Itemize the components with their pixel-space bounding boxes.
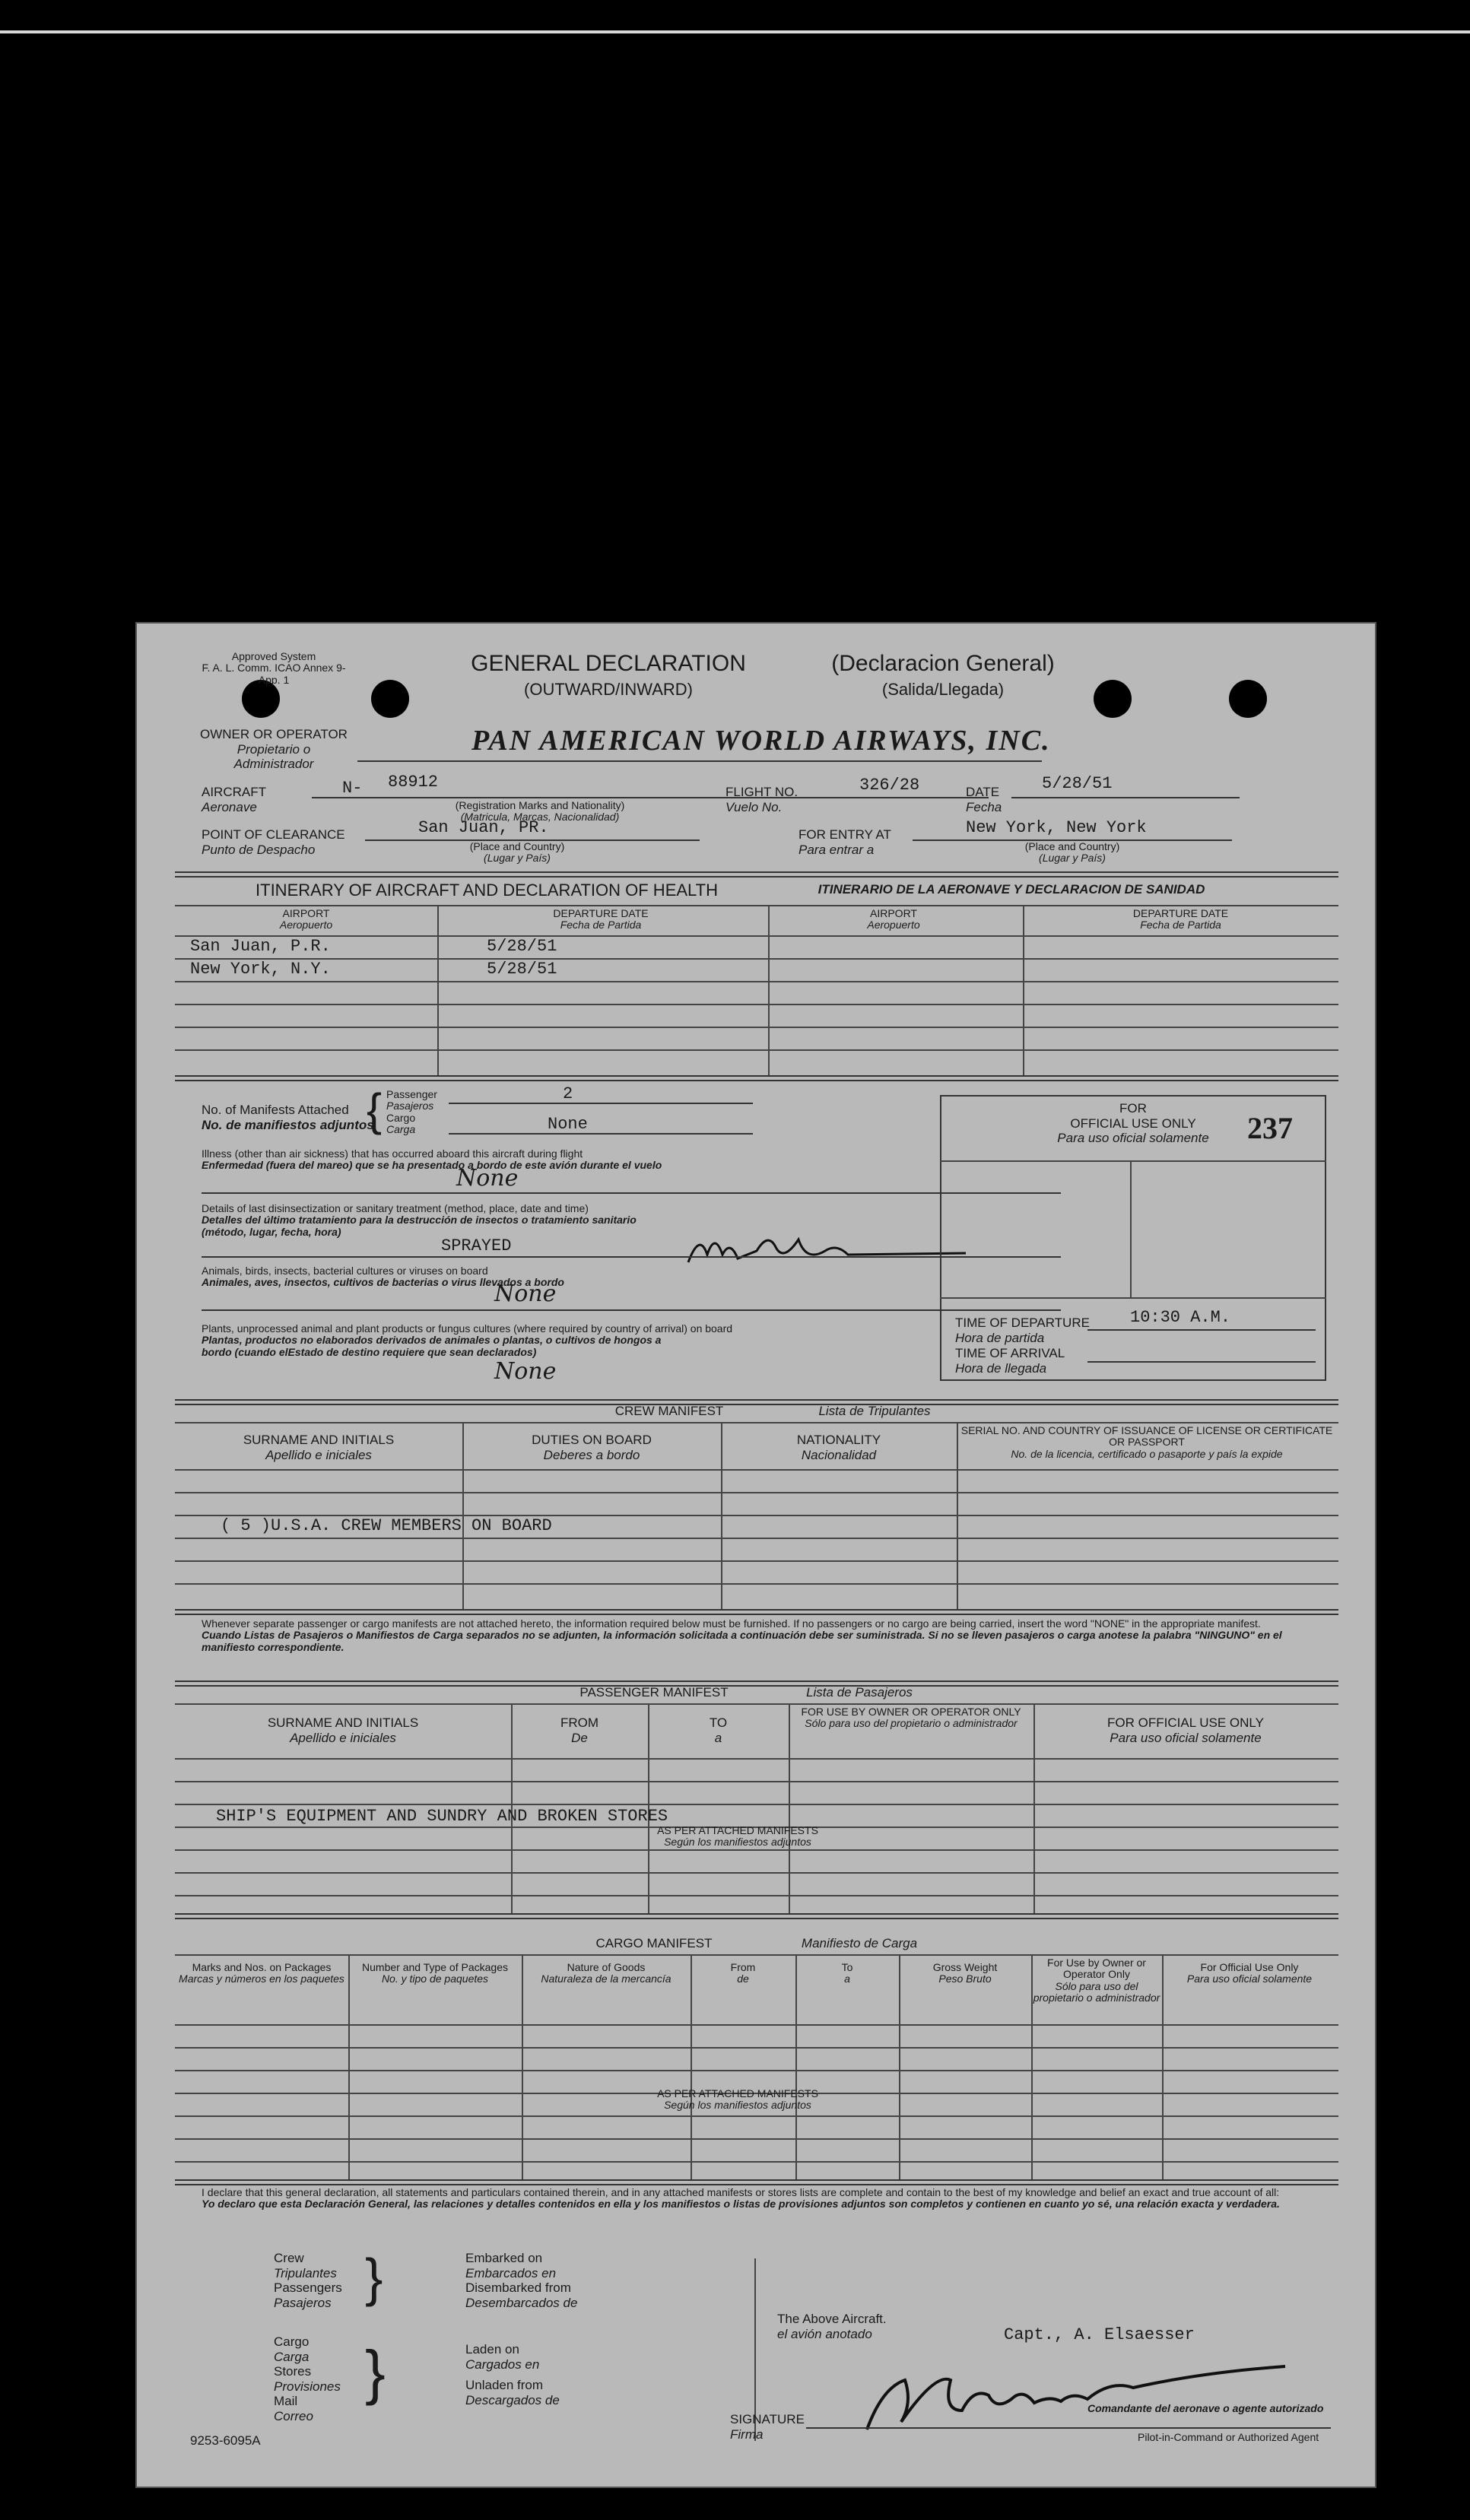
signer-role: Pilot-in-Command or Authorized Agent: [1138, 2431, 1319, 2443]
official-number: 237: [1247, 1111, 1293, 1145]
cargo-col: Marks and Nos. on Packages Marcas y números en los paquetes: [179, 1961, 344, 1985]
itinerary-col-departure-2: DEPARTURE DATE Fecha de Partida: [1132, 907, 1229, 932]
departure-time-value: 10:30 A.M.: [1130, 1308, 1231, 1327]
declaration-text: I declare that this general declaration, all statements and particulars contained therein, and in any attached manifests or stores lists are complete and contain to the best of my knowledge and belief an exact and true account of all: Yo declaro que esta Declaración General, las relaciones y detalles contenidos en ella y los manifiestos o listas de provisiones adjuntos son completos y contienen en cuanto yo sé, una relación exacta y verdadera.: [202, 2186, 1280, 2211]
captain-name: Capt., A. Elsaesser: [1004, 2325, 1195, 2344]
passenger-attached-note: AS PER ATTACHED MANIFESTS Según los manifiestos adjuntos: [657, 1824, 818, 1849]
brace-icon: }: [365, 2248, 383, 2307]
aircraft-prefix: N-: [342, 779, 363, 798]
crew-entry: ( 5 )U.S.A. CREW MEMBERS ON BOARD: [221, 1516, 552, 1535]
owner-value: PAN AMERICAN WORLD AIRWAYS, INC.: [471, 725, 1051, 757]
aircraft-label: AIRCRAFT Aeronave: [202, 785, 266, 814]
cargo-manifest-title: CARGO MANIFEST: [595, 1936, 713, 1950]
crew-col-nationality: NATIONALITY Nacionalidad: [796, 1433, 881, 1462]
plants-label: Plants, unprocessed animal and plant products or fungus cultures (where required by country of arrival) on board Plantas, productos no elaborados derivados de animales o plantas, o cultivos de hongos a bordo (cuando elEstado de destino requiere que sean declarados): [202, 1322, 733, 1358]
form-number: 9253-6095A: [190, 2433, 261, 2448]
punch-hole: [371, 680, 409, 718]
aircraft-value: 88912: [388, 773, 439, 792]
cargo-col: Nature of Goods Naturaleza de la mercancía: [541, 1961, 672, 1985]
signature-label: SIGNATURE Firma: [730, 2412, 805, 2442]
itinerary-date: 5/28/51: [487, 937, 557, 956]
illness-label: Illness (other than air sickness) that has occurred aboard this aircraft during flight Enfermedad (fuera del mareo) que se ha presentado a bordo de este avión durante el vuelo: [202, 1147, 662, 1172]
plants-value: None: [494, 1358, 557, 1385]
arrival-time-label: TIME OF ARRIVAL Hora de llegada: [955, 1346, 1065, 1376]
crew-col-duties: DUTIES ON BOARD Deberes a bordo: [532, 1433, 652, 1462]
crew-col-surname: SURNAME AND INITIALS Apellido e iniciales: [243, 1433, 395, 1462]
passenger-col-owner: FOR USE BY OWNER OR OPERATOR ONLY Sólo para uso del propietario o administrador: [801, 1706, 1021, 1730]
passenger-col-from: FROM De: [560, 1715, 599, 1745]
disinsect-value: SPRAYED: [441, 1236, 512, 1255]
cargo-stores-labels: Cargo Carga Stores Provisiones Mail Correo: [274, 2334, 341, 2423]
departure-time-label: TIME OF DEPARTURE Hora de partida: [955, 1316, 1090, 1345]
disinsect-label: Details of last disinsectization or sanitary treatment (method, place, date and time) Detalles del último tratamiento para la destrucción de insectos o tratamiento sanitario (método, lugar, fecha, hora): [202, 1202, 637, 1238]
punch-hole: [1094, 680, 1132, 718]
itinerary-col-airport-2: AIRPORT Aeropuerto: [867, 907, 920, 932]
embark-labels: Embarked on Embarcados en Disembarked from Desembarcados de: [465, 2251, 578, 2310]
cargo-col: Number and Type of Packages No. y tipo de paquetes: [362, 1961, 508, 1985]
passenger-col-official: FOR OFFICIAL USE ONLY Para uso oficial solamente: [1107, 1715, 1264, 1745]
entry-value: New York, New York: [966, 818, 1147, 837]
above-aircraft-label: The Above Aircraft. el avión anotado: [777, 2312, 887, 2341]
itinerary-airport: New York, N.Y.: [190, 960, 331, 979]
owner-label: OWNER OR OPERATOR Propietario o Administrador: [200, 727, 348, 772]
passenger-manifest-title-es: Lista de Pasajeros: [806, 1685, 913, 1700]
form-title-es: (Declaracion General): [831, 651, 1055, 676]
passenger-entry: SHIP'S EQUIPMENT AND SUNDRY AND BROKEN STORES: [216, 1807, 668, 1826]
flight-label: FLIGHT NO. Vuelo No.: [725, 785, 798, 814]
illness-value: None: [456, 1165, 519, 1192]
itinerary-date: 5/28/51: [487, 960, 557, 979]
form-subtitle-es: (Salida/Llegada): [881, 680, 1005, 699]
clearance-label: POINT OF CLEARANCE Punto de Despacho: [202, 827, 345, 857]
crew-col-serial: SERIAL NO. AND COUNTRY OF ISSUANCE OF LICENSE OR CERTIFICATE OR PASSPORT No. de la licencia, certificado o pasaporte y país la expide: [960, 1424, 1333, 1460]
crew-passengers-labels: Crew Tripulantes Passengers Pasajeros: [274, 2251, 342, 2310]
itinerary-airport: San Juan, P.R.: [190, 937, 331, 956]
cargo-attached-note: AS PER ATTACHED MANIFESTS Según los manifiestos adjuntos: [657, 2087, 818, 2112]
form-subtitle: (OUTWARD/INWARD): [524, 680, 693, 699]
cargo-col: Gross Weight Peso Bruto: [932, 1961, 998, 1985]
entry-label: FOR ENTRY AT Para entrar a: [798, 827, 891, 857]
passenger-manifest-title: PASSENGER MANIFEST: [579, 1685, 729, 1700]
signer-role-es: Comandante del aeronave o agente autorizado: [1087, 2402, 1324, 2414]
clearance-note: (Place and Country) (Lugar y País): [469, 840, 565, 865]
animals-label: Animals, birds, insects, bacterial cultures or viruses on board Animales, aves, insectos, cultivos de bacterias o virus llevados a bordo: [202, 1265, 564, 1289]
manifests-label: No. of Manifests Attached No. de manifiestos adjuntos: [202, 1103, 374, 1132]
flight-value: 326/28: [859, 776, 920, 795]
cargo-col: From de: [730, 1961, 756, 1985]
form-title: GENERAL DECLARATION: [471, 651, 746, 676]
punch-hole: [1229, 680, 1267, 718]
passenger-col-to: TO a: [709, 1715, 728, 1745]
itinerary-col-airport-1: AIRPORT Aeropuerto: [279, 907, 333, 932]
laden-labels: Laden on Cargados en Unladen from Descargados de: [465, 2342, 560, 2407]
animals-value: None: [494, 1281, 557, 1307]
scan-edge-line: [0, 30, 1470, 33]
crew-manifest-title-es: Lista de Tripulantes: [818, 1404, 931, 1418]
cargo-col: To a: [841, 1961, 853, 1985]
manifest-types: Passenger Pasajeros Cargo Carga: [386, 1088, 437, 1136]
cargo-manifest-title-es: Manifiesto de Carga: [801, 1936, 918, 1950]
itinerary-col-departure-1: DEPARTURE DATE Fecha de Partida: [553, 907, 649, 932]
cargo-col: For Official Use Only Para uso oficial solamente: [1186, 1961, 1313, 1985]
approval-note: Approved System F. A. L. Comm. ICAO Annex 9-App. 1: [202, 650, 346, 686]
cargo-manifest-value: None: [548, 1115, 588, 1134]
date-value: 5/28/51: [1042, 774, 1113, 793]
brace-icon: {: [367, 1084, 383, 1135]
manifest-notice: Whenever separate passenger or cargo manifests are not attached hereto, the information required below must be furnished. If no passengers or no cargo are being carried, insert the word "NONE" in the appropriate manifest. Cuando Listas de Pasajeros o Manifiestos de Carga separados no se adjunten, la información solicitada a continuación debe ser suministrada. Si no se lleven pasajeros o carga anotese la palabra "NINGUNO" en el manifiesto correspondiente.: [202, 1617, 1282, 1653]
crew-manifest-title: CREW MANIFEST: [614, 1404, 724, 1418]
itinerary-title-es: ITINERARIO DE LA AERONAVE Y DECLARACION DE SANIDAD: [818, 882, 1205, 897]
official-use-label: FOR OFFICIAL USE ONLY Para uso oficial solamente: [1057, 1101, 1209, 1146]
passenger-col-surname: SURNAME AND INITIALS Apellido e iniciales: [267, 1715, 419, 1745]
cargo-col: For Use by Owner or Operator Only Sólo para uso del propietario o administrador: [1033, 1957, 1160, 2004]
brace-icon: }: [365, 2338, 386, 2406]
itinerary-title: ITINERARY OF AIRCRAFT AND DECLARATION OF HEALTH: [256, 881, 718, 900]
general-declaration-form: [135, 622, 1376, 2488]
clearance-value: San Juan, PR.: [418, 818, 549, 837]
aircraft-note: (Registration Marks and Nationality) (Matricula, Marcas, Nacionalidad): [455, 799, 625, 824]
passenger-manifest-count: 2: [563, 1084, 573, 1103]
entry-note: (Place and Country) (Lugar y País): [1024, 840, 1120, 865]
date-label: DATE Fecha: [966, 785, 1002, 814]
